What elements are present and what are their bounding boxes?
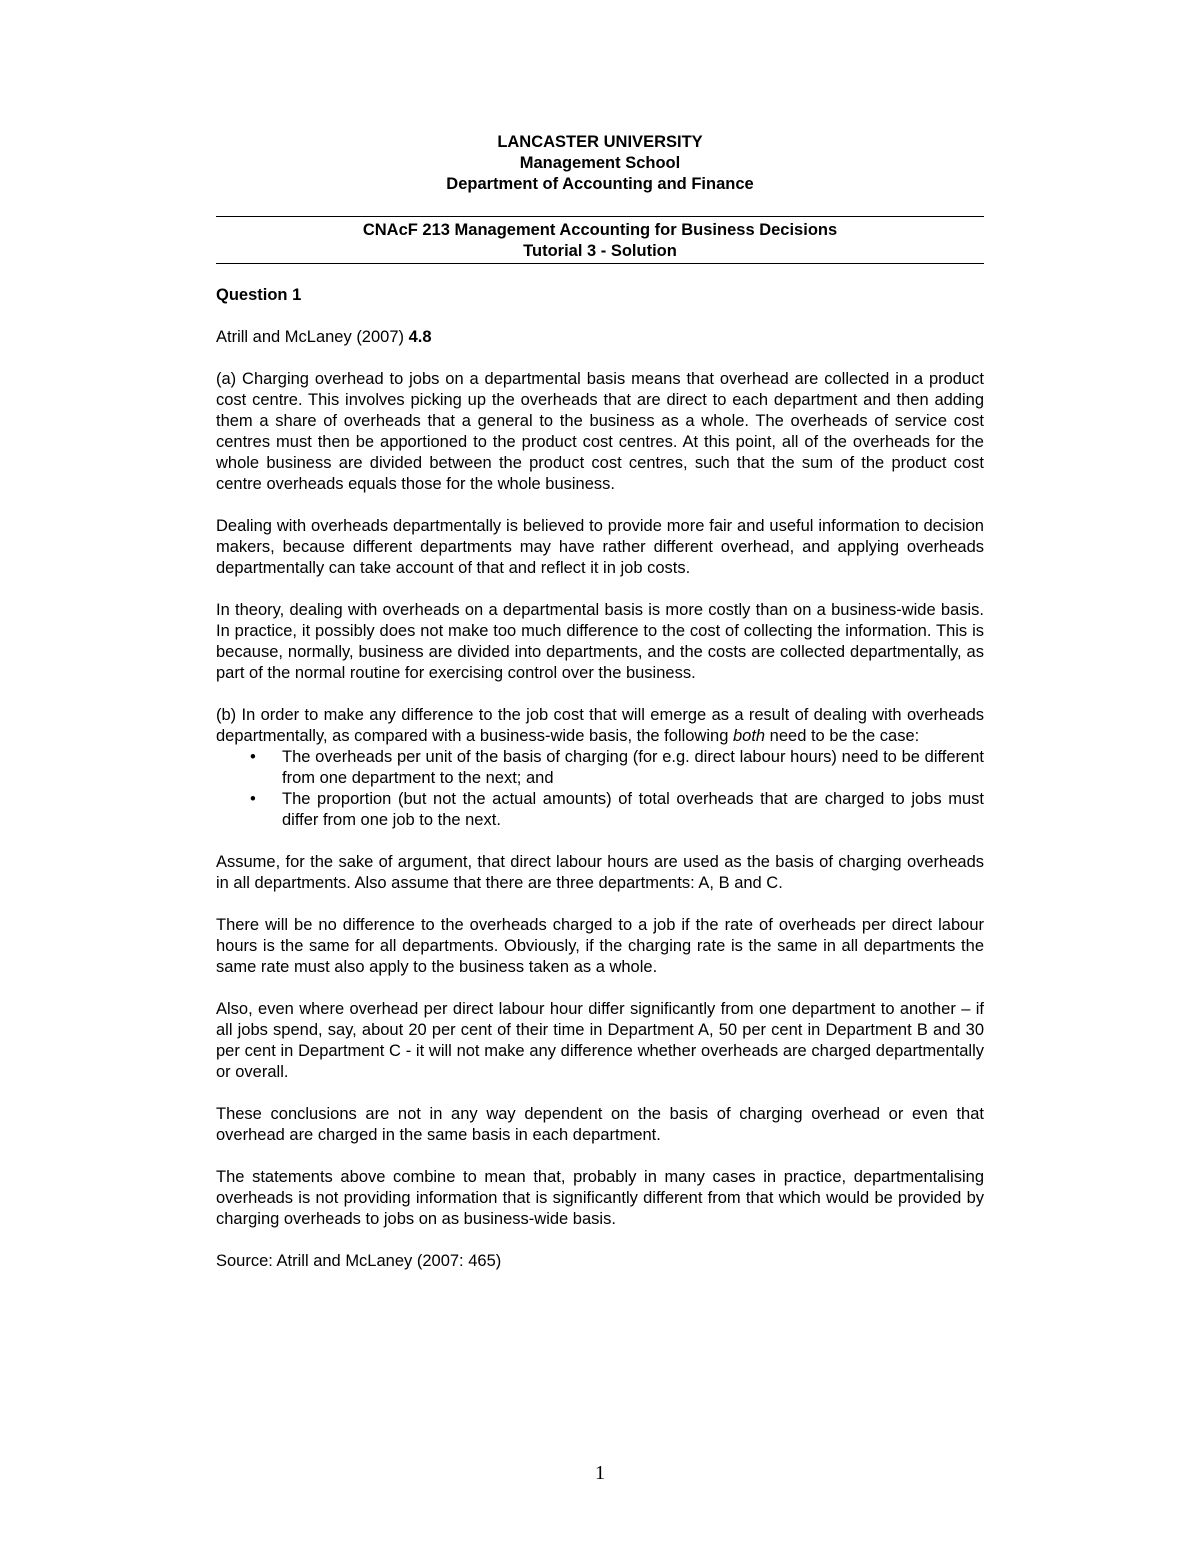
conditions-list — [216, 747, 984, 831]
list-item-text: The overheads per unit of the basis of charging (for e.g. direct labour hours) need to be different from one department to the next; and — [282, 748, 984, 787]
paragraph-theory-cost: In theory, dealing with overheads on a departmental basis is more costly than on a business-wide basis. In practice, it possibly does not make too much difference to the cost of collecting the information. This is because, normally, business are divided into departments, and the costs are collected departmentally, as part of the normal routine for exercising control over the business. — [216, 601, 984, 682]
bullet-icon: • — [250, 790, 256, 808]
list-item — [216, 747, 984, 789]
question-reference — [216, 327, 984, 348]
paragraph-b-end: need to be the case: — [765, 727, 920, 745]
header-divider-top — [216, 216, 984, 217]
paragraph-b-start: (b) In order to make any difference to the job cost that will emerge as a result of dealing with overheads departmentally, as compared with a business-wide basis, the following — [216, 706, 984, 745]
header-divider-bottom — [216, 263, 984, 264]
reference-number: 4.8 — [408, 328, 432, 346]
paragraph-assumption: Assume, for the sake of argument, that direct labour hours are used as the basis of charging overheads in all departments. Also assume that there are three departments: A, B and C. — [216, 853, 984, 892]
paragraph-summary: The statements above combine to mean that, probably in many cases in practice, departmentalising overheads is not providing information that is significantly different from that which would be provided by charging overheads to jobs on as business-wide basis. — [216, 1168, 984, 1228]
university-name: LANCASTER UNIVERSITY — [497, 133, 703, 151]
reference-text: Atrill and McLaney (2007) — [216, 328, 409, 346]
department-name: Department of Accounting and Finance — [446, 175, 754, 193]
school-name: Management School — [519, 154, 681, 172]
paragraph-departmental-info: Dealing with overheads departmentally is believed to provide more fair and useful information to decision makers, because different departments may have rather different overhead, and applying overheads departmentally can take account of that and reflect it in job costs. — [216, 517, 984, 577]
paragraph-no-difference: There will be no difference to the overheads charged to a job if the rate of overheads per direct labour hours is the same for all departments. Obviously, if the charging rate is the same in all departments the same rate must also apply to the business taken as a whole. — [216, 916, 984, 976]
page-number: 1 — [595, 1462, 605, 1484]
source-citation: Source: Atrill and McLaney (2007: 465) — [216, 1252, 502, 1270]
paragraph-b-emphasis: both — [732, 727, 766, 745]
paragraph-a: (a) Charging overhead to jobs on a departmental basis means that overhead are collected in a product cost centre. This involves picking up the overheads that are direct to each department and then adding them a share of overheads that a general to the business as a whole. The overheads of service cost centres must then be apportioned to the product cost centres. At this point, all of the overheads for the whole business are divided between the product cost centres, such that the sum of the product cost centre overheads equals those for the whole business. — [216, 370, 984, 493]
paragraph-b — [216, 705, 984, 747]
tutorial-subtitle: Tutorial 3 - Solution — [523, 242, 677, 260]
question-title: Question 1 — [216, 286, 302, 304]
list-item — [216, 789, 984, 831]
paragraph-conclusions: These conclusions are not in any way dependent on the basis of charging overhead or even that overhead are charged in the same basis in each department. — [216, 1105, 984, 1144]
paragraph-example: Also, even where overhead per direct labour hour differ significantly from one department to another – if all jobs spend, say, about 20 per cent of their time in Department A, 50 per cent in Department B and 30 per cent in Department C - it will not make any difference whether overheads are charged departmentally or overall. — [216, 1000, 984, 1081]
list-item-text: The proportion (but not the actual amounts) of total overheads that are charged to jobs must differ from one job to the next. — [282, 790, 984, 829]
bullet-icon: • — [250, 748, 256, 766]
document-page — [216, 132, 984, 1272]
course-title: CNAcF 213 Management Accounting for Business Decisions — [362, 221, 838, 239]
